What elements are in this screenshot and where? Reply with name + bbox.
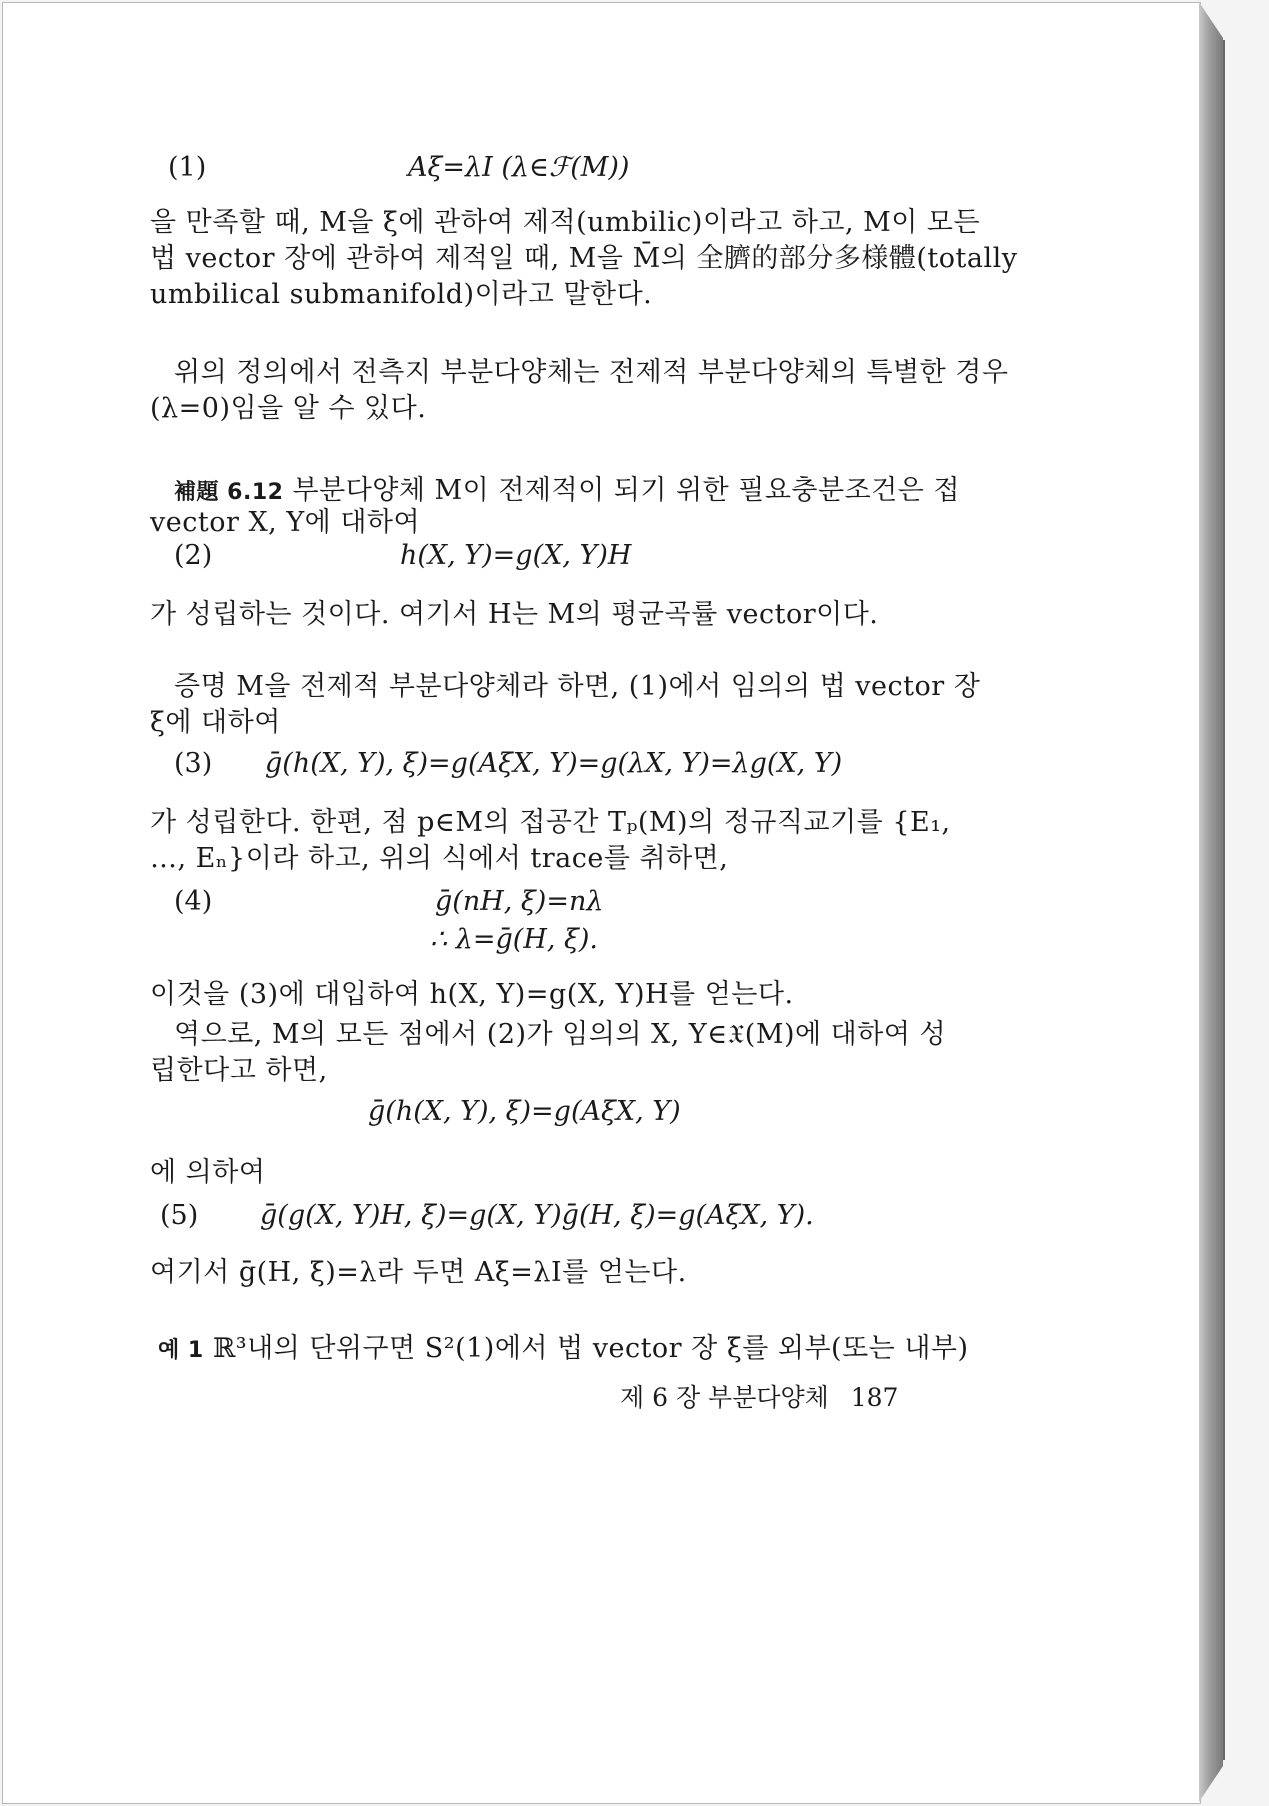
paragraph-line: 법 vector 장에 관하여 제적일 때, M을 M̄의 全臍的部分多様體(totally <box>150 243 1018 274</box>
equation-3: ḡ(h(X, Y), ξ)=g(AξX, Y)=g(λX, Y)=λg(X, Y) <box>265 748 843 779</box>
paragraph-line: 여기서 ḡ(H, ξ)=λ라 두면 Aξ=λI를 얻는다. <box>150 1257 687 1288</box>
paragraph-line: 에 의하여 <box>150 1157 266 1188</box>
paragraph-line: umbilical submanifold)이라고 말한다. <box>150 279 653 310</box>
equation-1: Aξ=λI (λ∈ℱ(M)) <box>408 152 630 183</box>
lemma-text: vector X, Y에 대하여 <box>150 507 421 538</box>
proof-text: ξ에 대하여 <box>150 707 281 738</box>
equation-number: (5) <box>160 1200 199 1231</box>
proof-label: 증명 <box>174 671 228 702</box>
paragraph-line: (λ=0)임을 알 수 있다. <box>150 393 427 424</box>
equation-number: (4) <box>174 886 213 917</box>
example-text: ℝ³내의 단위구면 S²(1)에서 법 vector 장 ξ를 외부(또는 내부) <box>212 1333 969 1364</box>
proof-heading <box>174 664 980 703</box>
equation-2: h(X, Y)=g(X, Y)H <box>400 540 632 571</box>
equation-number: (3) <box>174 748 213 779</box>
lemma-label: 補題 6.12 <box>174 480 284 505</box>
paragraph-line: 립한다고 하면, <box>150 1055 328 1086</box>
paragraph-line: 이것을 (3)에 대입하여 h(X, Y)=g(X, Y)H를 얻는다. <box>150 979 794 1010</box>
paragraph-line: 가 성립하는 것이다. 여기서 H는 M의 평균곡률 vector이다. <box>150 599 879 630</box>
example-label: 예 1 <box>158 1338 204 1363</box>
paragraph-line: 위의 정의에서 전측지 부분다양체는 전제적 부분다양체의 특별한 경우 <box>174 357 1009 388</box>
paragraph-line: 역으로, M의 모든 점에서 (2)가 임의의 X, Y∈𝔛(M)에 대하여 성 <box>174 1019 947 1050</box>
proof-text: M을 전제적 부분다양체라 하면, (1)에서 임의의 법 vector 장 <box>236 671 981 702</box>
paragraph-line: 가 성립한다. 한편, 점 p∈M의 접공간 Tₚ(M)의 정규직교기를 {E₁, <box>150 807 951 838</box>
page-edge-line <box>1223 40 1225 1760</box>
equation-number: (1) <box>168 152 207 183</box>
lemma-text: 부분다양체 M이 전제적이 되기 위한 필요충분조건은 접 <box>292 475 960 506</box>
equation-number: (2) <box>174 540 213 571</box>
page-number: 187 <box>850 1383 899 1412</box>
equation-5: ḡ(g(X, Y)H, ξ)=g(X, Y)ḡ(H, ξ)=g(AξX, Y). <box>260 1200 814 1231</box>
page-content <box>150 0 1030 1806</box>
paragraph-line: 을 만족할 때, M을 ξ에 관하여 제적(umbilic)이라고 하고, M이 모든 <box>150 207 981 238</box>
chapter-title: 제 6 장 부분다양체 <box>620 1383 829 1412</box>
paragraph-line: …, Eₙ}이라 하고, 위의 식에서 trace를 취하면, <box>150 843 729 874</box>
equation-4: ḡ(nH, ξ)=nλ <box>435 886 604 917</box>
example-heading <box>158 1326 969 1365</box>
equation-unnumbered: ḡ(h(X, Y), ξ)=g(AξX, Y) <box>368 1096 681 1127</box>
running-footer <box>620 1378 898 1414</box>
equation-4-conclusion: ∴ λ=ḡ(H, ξ). <box>430 924 599 955</box>
page-edge-shadow <box>1199 2 1223 1802</box>
